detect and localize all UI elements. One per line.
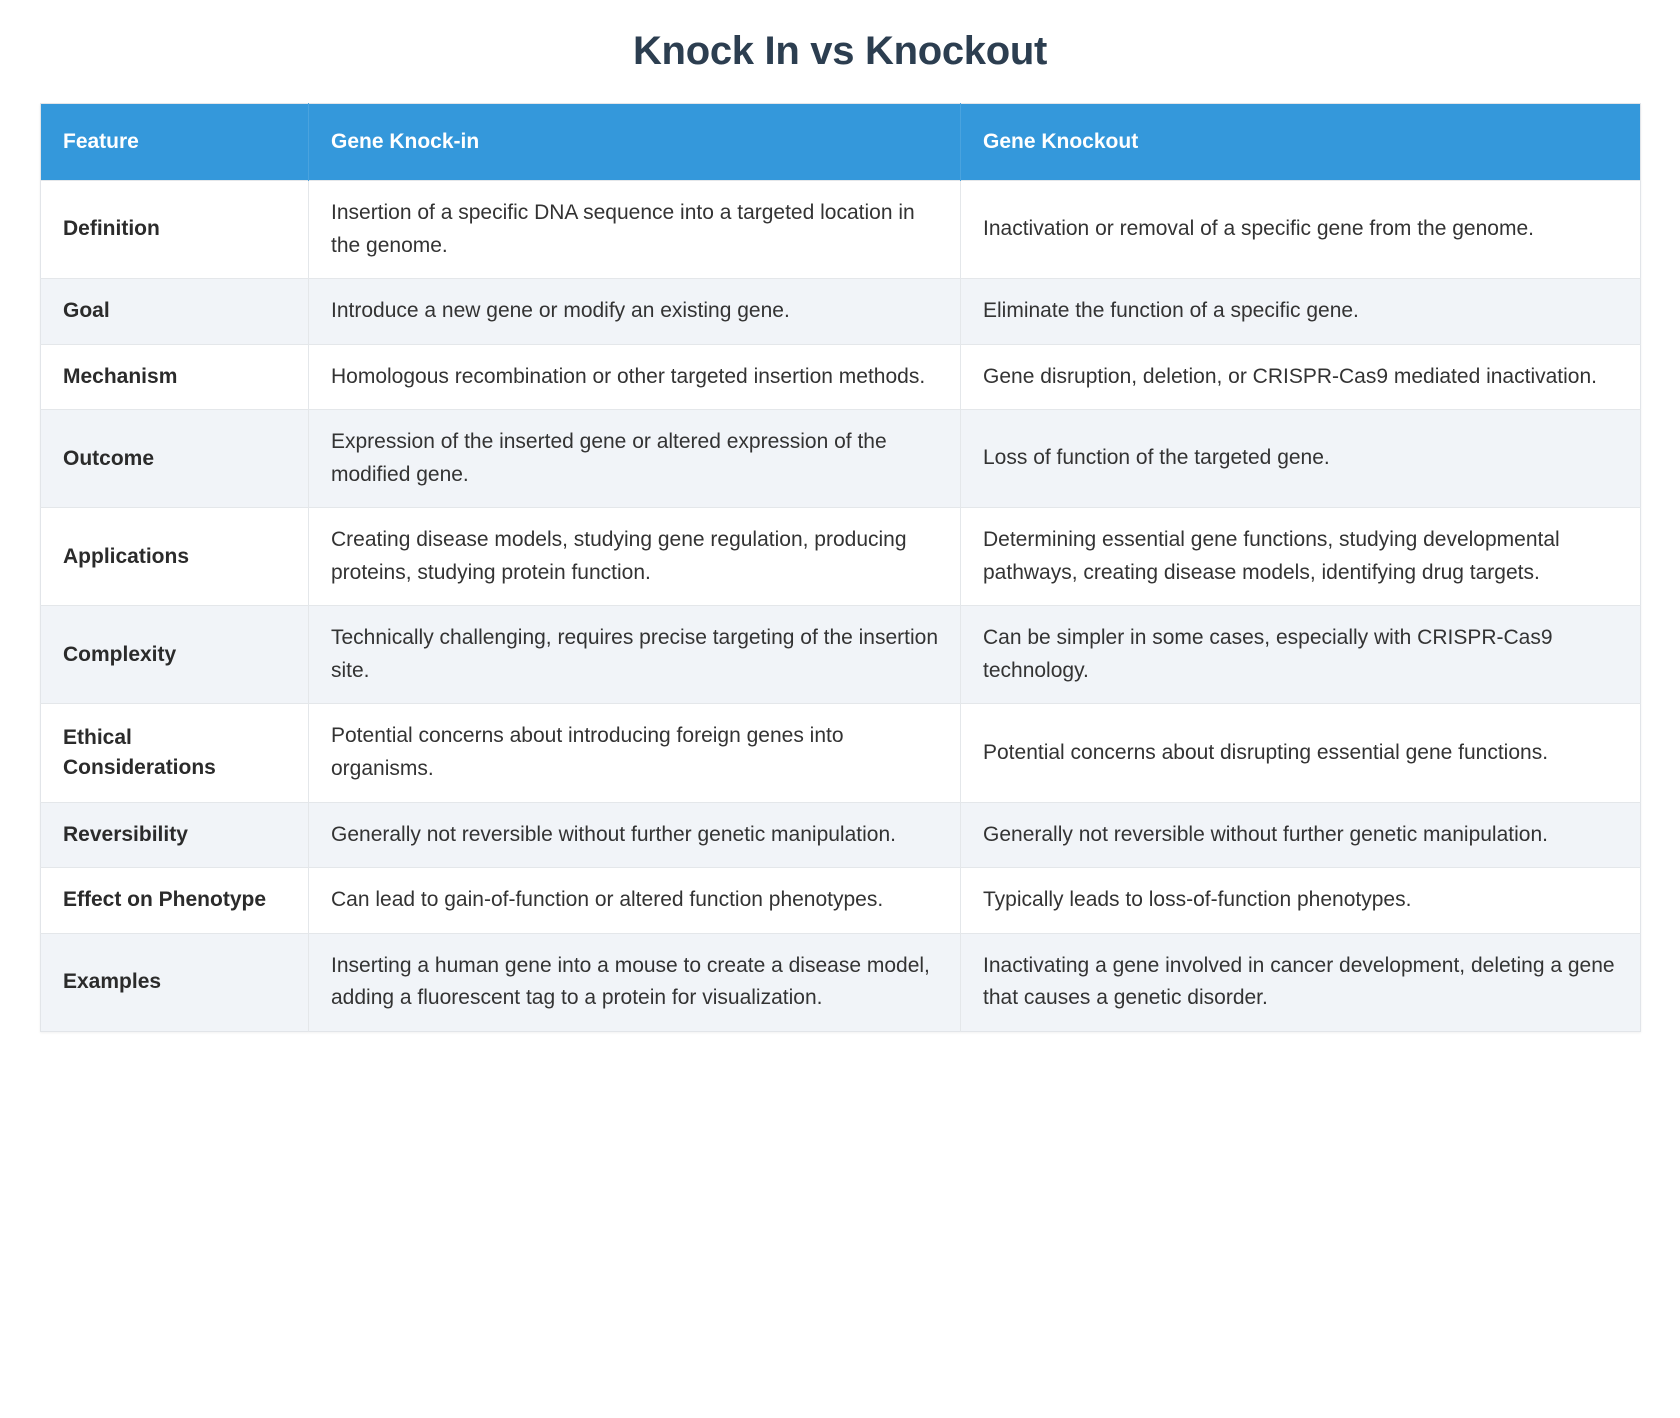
table-body <box>41 181 1641 1032</box>
cell-feature: Ethical Considerations <box>41 704 309 802</box>
cell-knockin: Inserting a human gene into a mouse to create a disease model, adding a fluorescent tag to a protein for visualization. <box>309 933 961 1031</box>
column-header-gene-knockout: Gene Knockout <box>961 104 1641 181</box>
table-row <box>41 279 1641 345</box>
cell-knockout: Generally not reversible without further genetic manipulation. <box>961 802 1641 868</box>
cell-knockin: Insertion of a specific DNA sequence into a targeted location in the genome. <box>309 181 961 279</box>
cell-feature: Examples <box>41 933 309 1031</box>
cell-knockout: Eliminate the function of a specific gene. <box>961 279 1641 345</box>
cell-feature: Outcome <box>41 410 309 508</box>
cell-knockin: Creating disease models, studying gene regulation, producing proteins, studying protein function. <box>309 508 961 606</box>
cell-knockout: Gene disruption, deletion, or CRISPR-Cas9 mediated inactivation. <box>961 344 1641 410</box>
header-row <box>41 104 1641 181</box>
cell-knockout: Loss of function of the targeted gene. <box>961 410 1641 508</box>
table-row <box>41 410 1641 508</box>
cell-knockin: Homologous recombination or other targeted insertion methods. <box>309 344 961 410</box>
cell-knockout: Determining essential gene functions, studying developmental pathways, creating disease models, identifying drug targets. <box>961 508 1641 606</box>
column-header-feature: Feature <box>41 104 309 181</box>
cell-feature: Reversibility <box>41 802 309 868</box>
cell-knockout: Inactivation or removal of a specific gene from the genome. <box>961 181 1641 279</box>
cell-knockout: Inactivating a gene involved in cancer development, deleting a gene that causes a genetic disorder. <box>961 933 1641 1031</box>
cell-knockout: Potential concerns about disrupting essential gene functions. <box>961 704 1641 802</box>
cell-knockin: Generally not reversible without further genetic manipulation. <box>309 802 961 868</box>
cell-knockin: Introduce a new gene or modify an existing gene. <box>309 279 961 345</box>
cell-feature: Mechanism <box>41 344 309 410</box>
cell-knockout: Can be simpler in some cases, especially with CRISPR-Cas9 technology. <box>961 606 1641 704</box>
cell-feature: Goal <box>41 279 309 345</box>
table-row <box>41 704 1641 802</box>
cell-feature: Definition <box>41 181 309 279</box>
cell-feature: Applications <box>41 508 309 606</box>
cell-feature: Effect on Phenotype <box>41 868 309 934</box>
cell-knockin: Can lead to gain-of-function or altered function phenotypes. <box>309 868 961 934</box>
comparison-table-container <box>40 103 1640 1032</box>
page-title: Knock In vs Knockout <box>632 29 1048 73</box>
cell-feature: Complexity <box>41 606 309 704</box>
cell-knockin: Expression of the inserted gene or altered expression of the modified gene. <box>309 410 961 508</box>
column-header-gene-knock-in: Gene Knock-in <box>309 104 961 181</box>
table-row <box>41 344 1641 410</box>
table-row <box>41 802 1641 868</box>
cell-knockout: Typically leads to loss-of-function phenotypes. <box>961 868 1641 934</box>
table-row <box>41 181 1641 279</box>
table-row <box>41 868 1641 934</box>
comparison-table <box>40 103 1641 1032</box>
table-row <box>41 933 1641 1031</box>
cell-knockin: Potential concerns about introducing foreign genes into organisms. <box>309 704 961 802</box>
table-row <box>41 606 1641 704</box>
table-header <box>41 104 1641 181</box>
table-row <box>41 508 1641 606</box>
cell-knockin: Technically challenging, requires precise targeting of the insertion site. <box>309 606 961 704</box>
